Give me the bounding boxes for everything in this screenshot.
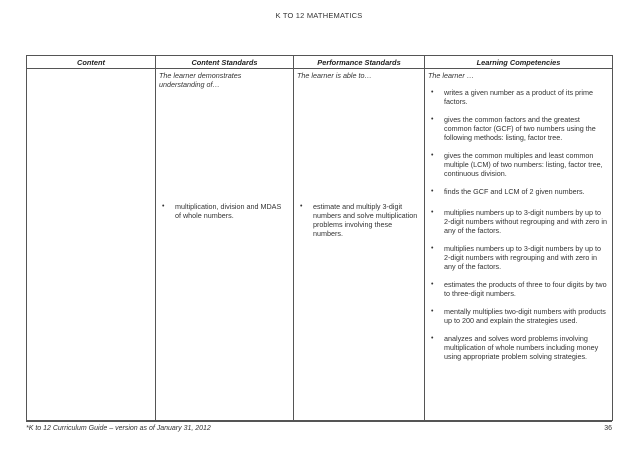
document-footer (26, 425, 612, 437)
learning-competencies-cell (425, 69, 613, 421)
bullet-icon: • (431, 308, 434, 315)
column-header-performance-standards: Performance Standards (294, 56, 425, 69)
bullet-icon: • (431, 209, 434, 216)
list-item: • mentally multiplies two-digit numbers with products up to 200 and explain the strategies used. (431, 307, 606, 325)
bullet-icon: • (431, 152, 434, 159)
document-header: K TO 12 MATHEMATICS (275, 11, 363, 20)
bullet-icon: • (431, 281, 434, 288)
list-item: • multiplies numbers up to 3-digit numbers by up to 2-digit numbers without regrouping and with zero in any of the factors. (431, 208, 608, 235)
performance-standards-cell (294, 69, 425, 421)
learning-competencies-group-1 (425, 88, 612, 196)
content-standards-cell (156, 69, 294, 421)
list-item: • multiplication, division and MDAS of whole numbers. (162, 202, 282, 220)
table-header-row (27, 56, 613, 69)
bullet-icon: • (162, 203, 165, 210)
list-item: • writes a given number as a product of its prime factors. (431, 88, 594, 106)
bullet-icon: • (431, 89, 434, 96)
content-cell (27, 69, 156, 421)
list-item: • gives the common factors and the greatest common factor (GCF) of two numbers using the following methods: listing, factor tree. (431, 115, 596, 142)
table-row (27, 69, 613, 421)
list-item: • finds the GCF and LCM of 2 given numbers. (431, 187, 585, 196)
column-header-content: Content (27, 56, 156, 69)
footer-divider (26, 421, 612, 422)
column-header-content-standards: Content Standards (156, 56, 294, 69)
bullet-icon: • (431, 188, 434, 195)
page-number: 36 (604, 425, 612, 432)
learning-competencies-intro: The learner … (428, 71, 474, 80)
list-item: • analyzes and solves word problems involving multiplication of whole numbers including money using appropriate problem solving strategies. (431, 334, 599, 361)
content-standards-list (156, 202, 293, 220)
curriculum-table (26, 55, 613, 421)
bullet-icon: • (431, 335, 434, 342)
content-standards-intro: The learner demonstrates understanding of… (159, 71, 242, 89)
footer-note: *K to 12 Curriculum Guide – version as of January 31, 2012 (26, 425, 211, 432)
performance-standards-intro: The learner is able to… (297, 71, 372, 80)
bullet-icon: • (431, 245, 434, 252)
bullet-icon: • (431, 116, 434, 123)
list-item: • estimates the products of three to four digits by two to three-digit numbers. (431, 280, 607, 298)
list-item: • multiplies numbers up to 3-digit numbers by up to 2-digit numbers with regrouping and with zero in any of the factors. (431, 244, 602, 271)
list-item: • estimate and multiply 3-digit numbers and solve multiplication problems involving these numbers. (300, 202, 418, 238)
bullet-icon: • (300, 203, 303, 210)
performance-standards-list (294, 202, 424, 238)
list-item: • gives the common multiples and least common multiple (LCM) of two numbers: listing, factor tree, continuous division. (431, 151, 603, 178)
learning-competencies-group-2 (425, 208, 612, 361)
column-header-learning-competencies: Learning Competencies (425, 56, 613, 69)
